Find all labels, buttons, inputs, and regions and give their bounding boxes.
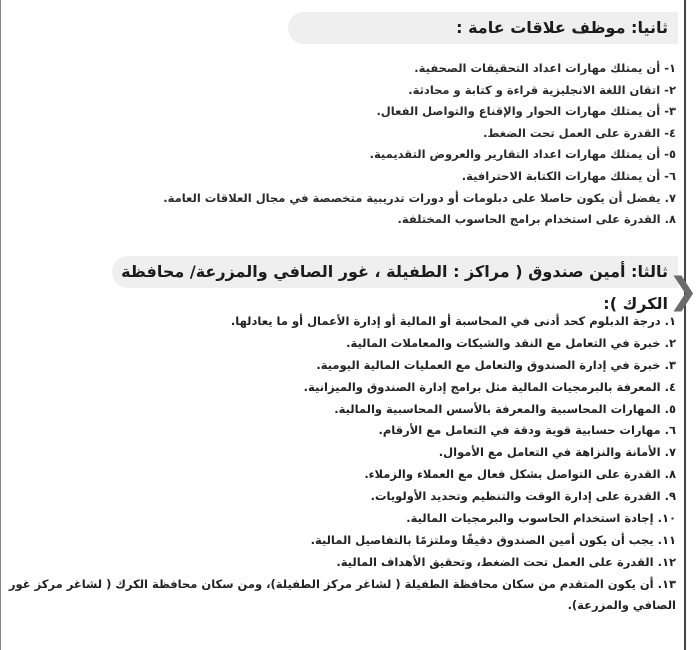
list-item: ٧. يفضل أن يكون حاصلا على دبلومات أو دورات تدريبية متخصصة في مجال العلاقات العامة. <box>163 190 676 205</box>
public-relations-requirements-list <box>116 58 676 231</box>
list-item: ١٠. إجادة استخدام الحاسوب والبرمجيات المالية. <box>406 511 676 526</box>
list-item: ١٣. أن يكون المتقدم من سكان محافظة الطفيلة ( لشاغر مركز الطفيلة)، ومن سكان محافظة الكرك ( لشاغر مركز غور الصافي والمزرعة). <box>8 576 676 612</box>
list-item: ١٢. القدرة على العمل تحت الضغط، وتحقيق الأهداف المالية. <box>336 554 676 569</box>
cashier-requirements-list <box>0 311 676 616</box>
list-item: ٤- القدرة على العمل تحت الضغط. <box>483 125 676 140</box>
list-item: ٨. القدرة على التواصل بشكل فعال مع العملاء والزملاء. <box>364 467 676 482</box>
list-item: ٢- اتقان اللغة الانجليزية قراءة و كتابة و محادثة. <box>408 82 676 97</box>
section-title-cashier: ثالثا: أمين صندوق ( مراكز : الطفيلة ، غور الصافي والمزرعة/ محافظة الكرك ): <box>112 256 678 288</box>
list-item: ١١. يجب أن يكون أمين الصندوق دقيقًا وملتزمًا بالتفاصيل المالية. <box>310 532 676 547</box>
list-item: ٩. القدرة على إدارة الوقت والتنظيم وتحديد الأولويات. <box>370 489 676 504</box>
chevron-right-icon[interactable]: ❯ <box>668 271 698 312</box>
list-item: ٧. الأمانة والنزاهة في التعامل مع الأموال. <box>438 445 676 460</box>
list-item: ٦. مهارات حسابية قوية ودقة في التعامل مع الأرقام. <box>378 423 676 438</box>
list-item: ٥. المهارات المحاسبية والمعرفة بالأسس المحاسبية والمالية. <box>334 401 676 416</box>
section-title-public-relations: ثانيا: موظف علاقات عامة : <box>288 12 678 44</box>
list-item: ١. درجة الدبلوم كحد أدنى في المحاسبة أو المالية أو إدارة الأعمال أو ما يعادلها. <box>230 314 676 328</box>
list-item: ١- أن يمتلك مهارات اعداد التحقيقات الصحفية. <box>414 61 676 75</box>
list-item: ٢. خبرة في التعامل مع النقد والشيكات والمعاملات المالية. <box>346 335 676 350</box>
list-item: ٤. المعرفة بالبرمجيات المالية مثل برامج إدارة الصندوق والميزانية. <box>303 379 676 394</box>
list-item: ٣. خبرة في إدارة الصندوق والتعامل مع العمليات المالية اليومية. <box>316 357 676 372</box>
list-item: ٣- أن يمتلك مهارات الحوار والإقناع والتواصل الفعال. <box>376 104 676 119</box>
list-item: ٦- أن يمتلك مهارات الكتابة الاحترافية. <box>461 168 676 183</box>
list-item: ٥- أن يمتلك مهارات اعداد التقارير والعروض التقديمية. <box>369 147 676 162</box>
list-item: ٨. القدرة على استخدام برامج الحاسوب المختلفة. <box>397 212 676 227</box>
